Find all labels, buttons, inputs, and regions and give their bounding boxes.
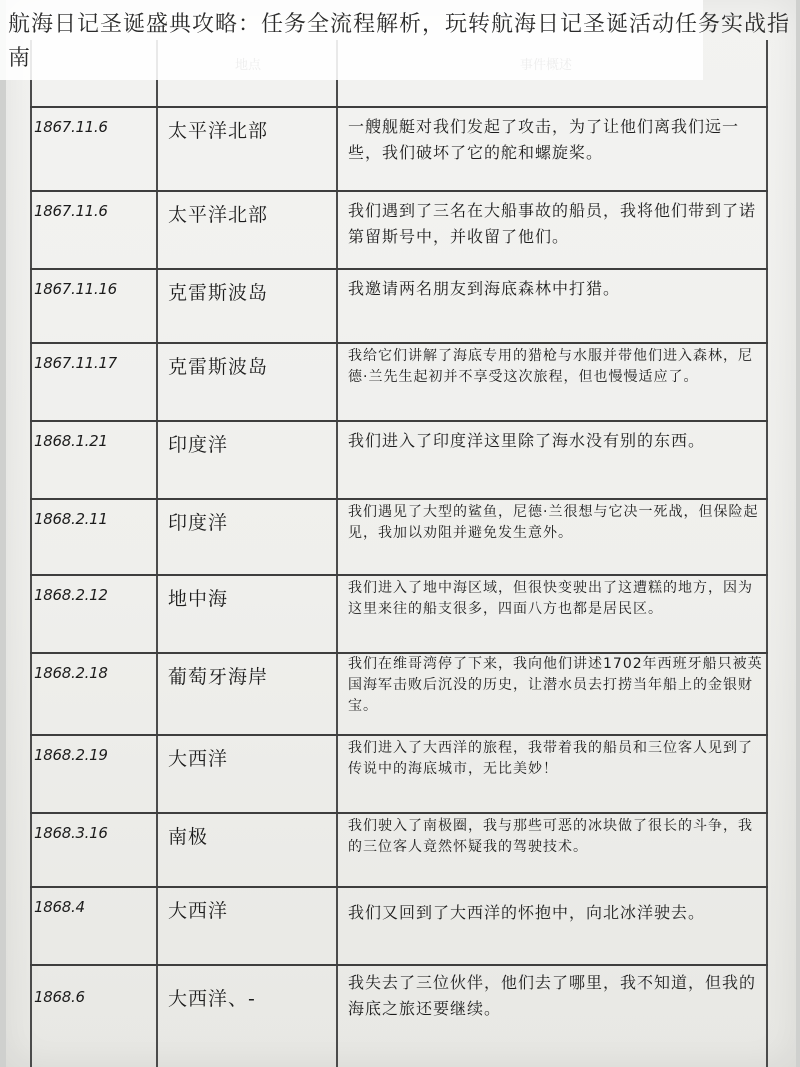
entry-place: 地中海 — [168, 588, 229, 610]
entry-event: 我们进入了地中海区域，但很快变驶出了这遭糕的地方，因为这里来往的船支很多，四面八方也都是居民区。 — [348, 580, 753, 617]
entry-date: 1867.11.6 — [34, 202, 108, 220]
entry-place: 太平洋北部 — [168, 204, 269, 226]
table-row — [30, 106, 768, 190]
table-row — [30, 420, 768, 498]
entry-event: 我邀请两名朋友到海底森林中打猎。 — [348, 279, 621, 298]
table-row — [30, 886, 768, 964]
table-row — [30, 574, 768, 652]
entry-event: 我们又回到了大西洋的怀抱中，向北冰洋驶去。 — [348, 903, 706, 922]
table-row — [30, 498, 768, 574]
entry-date: 1867.11.17 — [34, 354, 117, 372]
table-row — [30, 812, 768, 886]
entry-event: 一艘舰艇对我们发起了攻击，为了让他们离我们远一些，我们破坏了它的舵和螺旋桨。 — [348, 117, 740, 162]
entry-date: 1868.2.11 — [34, 510, 108, 528]
entry-date: 1868.1.21 — [34, 432, 108, 450]
table-row — [30, 342, 768, 420]
entry-date: 1867.11.6 — [34, 118, 108, 136]
entry-date: 1868.2.12 — [34, 586, 108, 604]
entry-place: 大西洋 — [168, 748, 229, 770]
entry-event: 我给它们讲解了海底专用的猎枪与水服并带他们进入森林，尼德·兰先生起初并不享受这次旅程，但也慢慢适应了。 — [348, 348, 753, 385]
entry-event: 我们遇见了大型的鲨鱼，尼德·兰很想与它决一死战，但保险起见，我加以劝阻并避免发生意外。 — [348, 504, 759, 541]
entry-place: 太平洋北部 — [168, 120, 269, 142]
entry-event: 我失去了三位伙伴，他们去了哪里，我不知道，但我的海底之旅还要继续。 — [348, 973, 757, 1018]
table-row — [30, 652, 768, 734]
table-row — [30, 190, 768, 268]
entry-place: 葡萄牙海岸 — [168, 666, 269, 688]
table-row — [30, 734, 768, 812]
entry-place: 南极 — [168, 826, 209, 848]
entry-place: 克雷斯波岛 — [168, 356, 269, 378]
entry-event: 我们在维哥湾停了下来，我向他们讲述1702年西班牙船只被英国海军击败后沉没的历史，让潜水员去打捞当年船上的金银财宝。 — [348, 656, 763, 714]
entry-event: 我们遇到了三名在大船事故的船员，我将他们带到了诺第留斯号中，并收留了他们。 — [348, 201, 757, 246]
entry-place: 大西洋、- — [168, 988, 256, 1010]
entry-place: 印度洋 — [168, 512, 229, 534]
entry-date: 1867.11.16 — [34, 280, 117, 298]
entry-date: 1868.4 — [34, 898, 85, 916]
entry-date: 1868.6 — [34, 988, 85, 1006]
table-row — [30, 964, 768, 1064]
entry-place: 克雷斯波岛 — [168, 282, 269, 304]
page-title: 航海日记圣诞盛典攻略：任务全流程解析，玩转航海日记圣诞活动任务实战指南 — [8, 12, 791, 71]
entry-event: 我们驶入了南极圈，我与那些可恶的冰块做了很长的斗争，我的三位客人竟然怀疑我的驾驶技术。 — [348, 818, 753, 855]
entry-date: 1868.2.19 — [34, 746, 108, 764]
entry-date: 1868.3.16 — [34, 824, 108, 842]
table-row — [30, 268, 768, 342]
entry-place: 大西洋 — [168, 900, 229, 922]
entry-event: 我们进入了大西洋的旅程，我带着我的船员和三位客人见到了传说中的海底城市，无比美妙！ — [348, 740, 753, 777]
entry-date: 1868.2.18 — [34, 664, 108, 682]
entry-event: 我们进入了印度洋这里除了海水没有别的东西。 — [348, 431, 706, 450]
entry-place: 印度洋 — [168, 434, 229, 456]
